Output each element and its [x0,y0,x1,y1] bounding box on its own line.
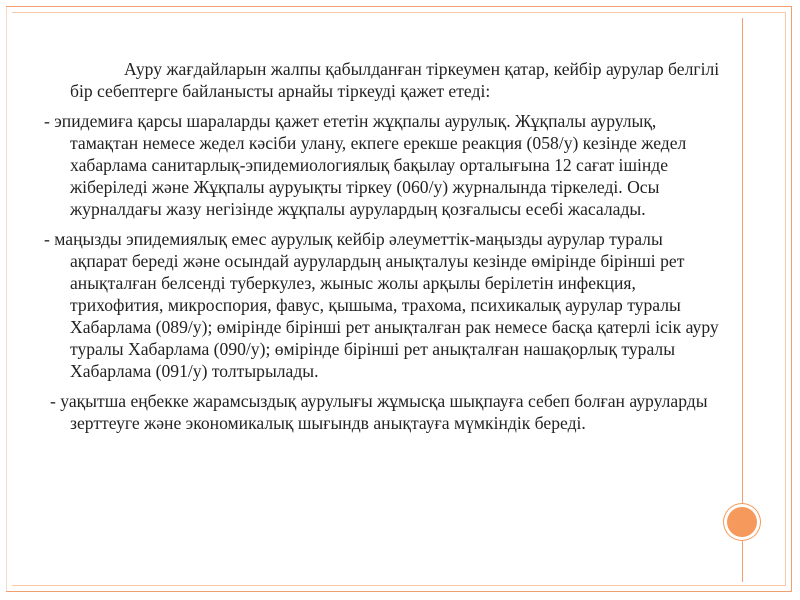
frame-left-edge [6,6,7,592]
intro-paragraph: Ауру жағдайларын жалпы қабылданған тіркеумен қатар, кейбір аурулар белгілі бір себептерге байланысты арнайы тіркеуді қажет етеді: [70,59,720,101]
bullet-infectious-diseases: - эпидемиға қарсы шараларды қажет ететін жұқпалы аурулық. Жұқпалы аурулық, тамақтан немесе жедел кәсіби улану, екпеге ерекше реакция (058/у) кезінде жедел хабарлама санитарлық-эпидемиологиялық бақылау орталығына 12 сағат ішінде жіберіледі және Жұқпалы ауруықты тіркеу (060/у) журналында тіркеледі. Осы журналдағы жазу негізінде жұқпалы аурулардың қозғалысы есебі жасалады. [44,111,687,219]
side-vertical-rule [742,18,743,582]
bullet-non-epidemic-diseases: - маңызды эпидемиялық емес аурулық кейбір әлеуметтік-маңызды аурулар туралы ақпарат береді және осындай аурулардың анықталуы кезінде өмірінде бірінші рет анықталған белсенді туберкулез, жыныс жолы арқылы берілетін инфекция, трихофития, микроспория, фавус, қышыма, трахома, психикалық аурулар туралы Хабарлама (089/у); өмірінде бірінші рет анықталған рак немесе басқа қатерлі ісік ауру туралы Хабарлама (090/у); өмірінде бірінші рет анықталған нашақорлық туралы Хабарлама (091/у) толтырылады. [44,229,719,381]
orange-circle-decoration [724,504,760,540]
bullet-temporary-disability: - уақытша еңбекке жарамсыздық аурулығы жұмысқа шықпауға себеп болған ауруларды зерттеуге және экономикалық шығындв анықтауға мүмкіндік береді. [50,391,708,433]
slide-body-text [44,58,724,442]
